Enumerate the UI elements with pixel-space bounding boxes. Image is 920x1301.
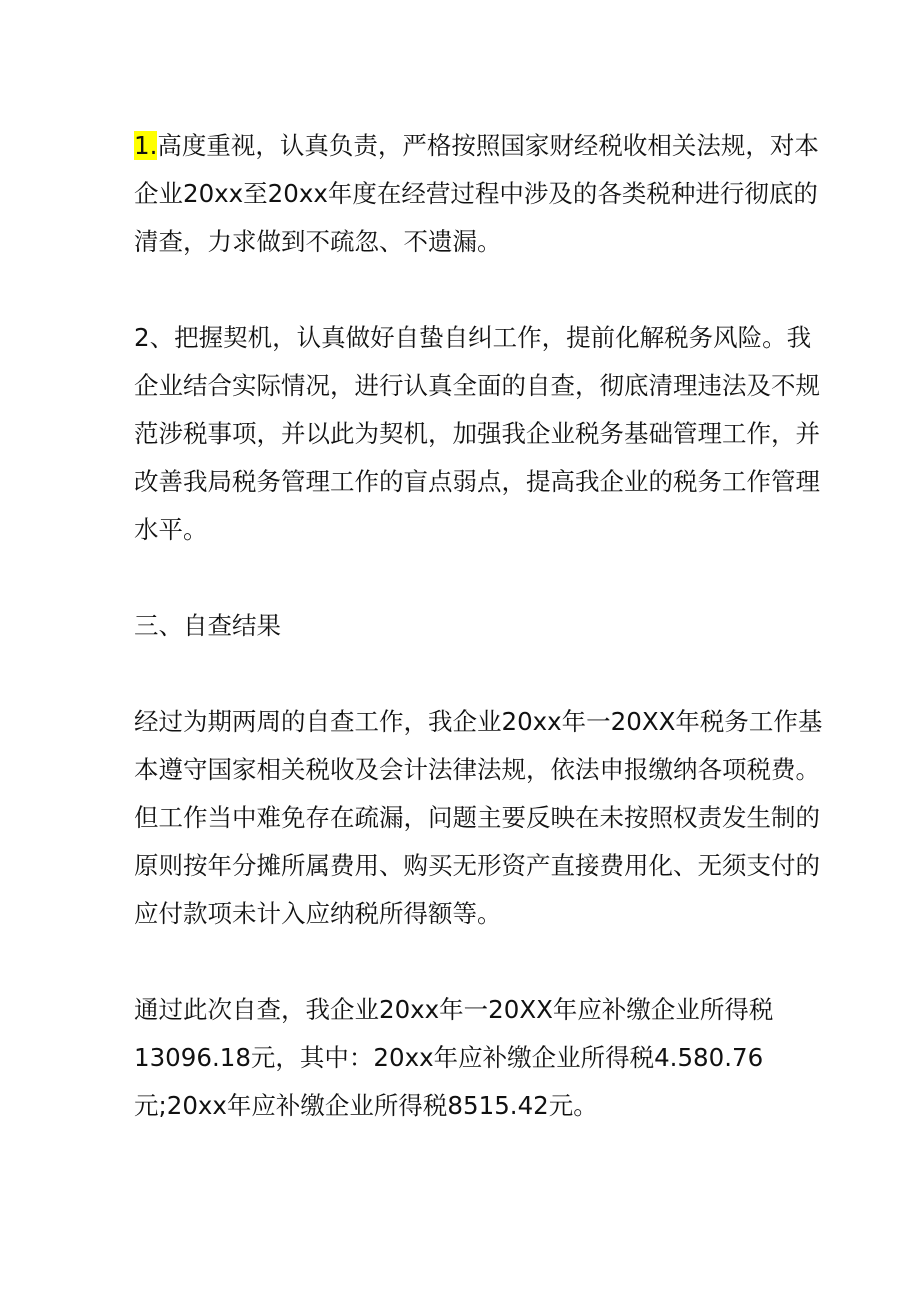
section-heading-3 [134, 602, 794, 650]
paragraph-2 [134, 314, 820, 554]
heading-text: 三、自查结果 [134, 611, 281, 640]
paragraph-line: 13096.18元，其中：20xx年应补缴企业所得税4.580.76 [134, 1043, 764, 1072]
highlighted-list-marker: 1. [134, 131, 158, 160]
paragraph-line: 元;20xx年应补缴企业所得税8515.42元。 [134, 1091, 598, 1120]
paragraph-line: 范涉税事项，并以此为契机，加强我企业税务基础管理工作，并 [134, 419, 820, 448]
paragraph-line: 改善我局税务管理工作的盲点弱点，提高我企业的税务工作管理 [134, 467, 820, 496]
paragraph-line: 原则按年分摊所属费用、购买无形资产直接费用化、无须支付的 [134, 851, 820, 880]
paragraph-1 [134, 122, 819, 266]
paragraph-line: 水平。 [134, 515, 208, 544]
paragraph-line: 但工作当中难免存在疏漏，问题主要反映在未按照权责发生制的 [134, 803, 820, 832]
paragraph-line [134, 122, 819, 170]
paragraph-4 [134, 986, 794, 1130]
paragraph-line: 应付款项未计入应纳税所得额等。 [134, 899, 502, 928]
paragraph-3 [134, 698, 823, 938]
paragraph-line-text: 高度重视，认真负责，严格按照国家财经税收相关法规，对本 [157, 131, 819, 160]
paragraph-line: 经过为期两周的自查工作，我企业20xx年一20XX年税务工作基 [134, 707, 823, 736]
paragraph-line: 企业20xx至20xx年度在经营过程中涉及的各类税种进行彻底的 [134, 179, 818, 208]
paragraph-line: 2、把握契机，认真做好自蛰自纠工作，提前化解税务风险。我 [134, 323, 812, 352]
paragraph-line: 通过此次自查，我企业20xx年一20XX年应补缴企业所得税 [134, 995, 774, 1024]
paragraph-line: 本遵守国家相关税收及会计法律法规，依法申报缴纳各项税费。 [134, 755, 820, 784]
paragraph-line: 企业结合实际情况，进行认真全面的自查，彻底清理违法及不规 [134, 371, 820, 400]
paragraph-line: 清查，力求做到不疏忽、不遗漏。 [134, 227, 502, 256]
